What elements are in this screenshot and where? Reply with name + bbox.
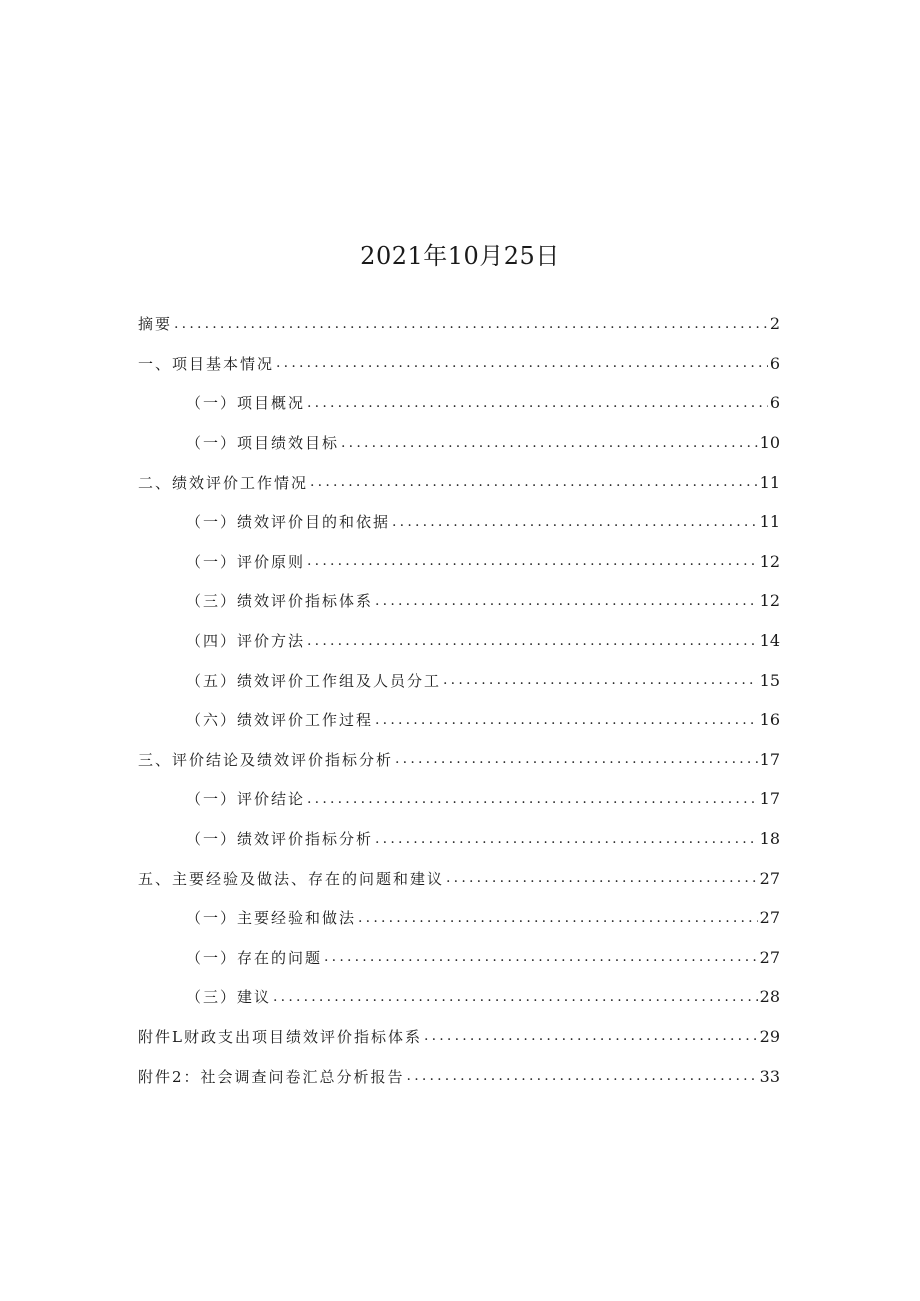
toc-leader-dots [375, 712, 758, 728]
toc-leader-dots [341, 435, 758, 451]
toc-entry[interactable] [138, 938, 780, 978]
toc-entry-label: （一）存在的问题 [186, 948, 323, 967]
toc-leader-dots [443, 672, 758, 688]
toc-entry[interactable] [138, 660, 780, 700]
toc-entry-label: 五、主要经验及做法、存在的问题和建议 [138, 869, 445, 888]
toc-entry-page-number: 2 [769, 314, 780, 334]
toc-entry-page-number: 6 [769, 353, 780, 373]
toc-entry[interactable] [138, 858, 780, 898]
toc-entry[interactable] [138, 304, 780, 344]
toc-leader-dots [358, 910, 758, 926]
toc-leader-dots [407, 1068, 758, 1084]
toc-entry[interactable] [138, 740, 780, 780]
toc-entry[interactable] [138, 1017, 780, 1057]
toc-leader-dots [446, 870, 758, 886]
toc-entry-page-number: 27 [759, 868, 780, 888]
toc-entry-page-number: 12 [759, 551, 780, 571]
toc-leader-dots [273, 989, 758, 1005]
toc-entry-label: （一）绩效评价指标分析 [186, 830, 374, 849]
toc-entry-page-number: 17 [759, 789, 780, 809]
toc-entry-label: （四）评价方法 [186, 632, 306, 651]
toc-entry-label: （五）绩效评价工作组及人员分工 [186, 671, 442, 690]
date-heading: 2021年10月25日 [360, 242, 560, 270]
toc-entry[interactable] [138, 1056, 780, 1096]
toc-entry-page-number: 11 [759, 512, 780, 532]
toc-entry-label: （一）评价原则 [186, 552, 306, 571]
toc-entry[interactable] [138, 621, 780, 661]
table-of-contents [138, 304, 780, 1096]
toc-entry-page-number: 28 [759, 987, 780, 1007]
toc-entry-label: 附件2：社会调查问卷汇总分析报告 [138, 1067, 405, 1086]
toc-entry-label: （一）项目绩效目标 [186, 434, 340, 453]
toc-leader-dots [307, 395, 768, 411]
toc-leader-dots [307, 791, 758, 807]
toc-entry-label: （一）项目概况 [186, 394, 306, 413]
toc-entry[interactable] [138, 383, 780, 423]
toc-entry[interactable] [138, 344, 780, 384]
toc-entry-page-number: 15 [759, 670, 780, 690]
toc-entry-page-number: 6 [769, 393, 780, 413]
toc-entry-page-number: 14 [759, 631, 780, 651]
toc-entry[interactable] [138, 977, 780, 1017]
toc-entry[interactable] [138, 542, 780, 582]
toc-entry-page-number: 27 [759, 908, 780, 928]
toc-leader-dots [310, 474, 758, 490]
toc-leader-dots [392, 514, 758, 530]
toc-entry[interactable] [138, 779, 780, 819]
toc-leader-dots [276, 355, 768, 371]
toc-entry[interactable] [138, 700, 780, 740]
toc-entry-label: （一）主要经验和做法 [186, 909, 357, 928]
toc-entry-page-number: 16 [759, 710, 780, 730]
toc-entry[interactable] [138, 581, 780, 621]
toc-entry-page-number: 33 [759, 1066, 780, 1086]
toc-leader-dots [324, 949, 758, 965]
toc-leader-dots [375, 593, 758, 609]
toc-entry-label: 三、评价结论及绩效评价指标分析 [138, 750, 394, 769]
toc-leader-dots [174, 316, 768, 332]
toc-entry[interactable] [138, 502, 780, 542]
toc-entry-label: 二、绩效评价工作情况 [138, 473, 309, 492]
toc-leader-dots [395, 751, 758, 767]
toc-entry-page-number: 12 [759, 591, 780, 611]
toc-entry-label: 一、项目基本情况 [138, 354, 275, 373]
toc-entry[interactable] [138, 898, 780, 938]
toc-entry-page-number: 27 [759, 947, 780, 967]
toc-entry-label: 附件L财政支出项目绩效评价指标体系 [138, 1027, 422, 1046]
toc-entry[interactable] [138, 462, 780, 502]
toc-entry-label: （一）绩效评价目的和依据 [186, 513, 391, 532]
toc-entry-page-number: 29 [759, 1026, 780, 1046]
toc-entry-page-number: 18 [759, 829, 780, 849]
toc-entry-label: （一）评价结论 [186, 790, 306, 809]
toc-leader-dots [375, 831, 758, 847]
toc-entry[interactable] [138, 423, 780, 463]
toc-leader-dots [424, 1028, 758, 1044]
toc-leader-dots [307, 553, 758, 569]
toc-entry-label: （三）建议 [186, 988, 272, 1007]
toc-entry[interactable] [138, 819, 780, 859]
toc-entry-label: 摘要 [138, 315, 173, 334]
toc-entry-page-number: 11 [759, 472, 780, 492]
toc-entry-page-number: 10 [759, 433, 780, 453]
toc-entry-page-number: 17 [759, 749, 780, 769]
toc-leader-dots [307, 633, 758, 649]
toc-entry-label: （三）绩效评价指标体系 [186, 592, 374, 611]
toc-entry-label: （六）绩效评价工作过程 [186, 711, 374, 730]
